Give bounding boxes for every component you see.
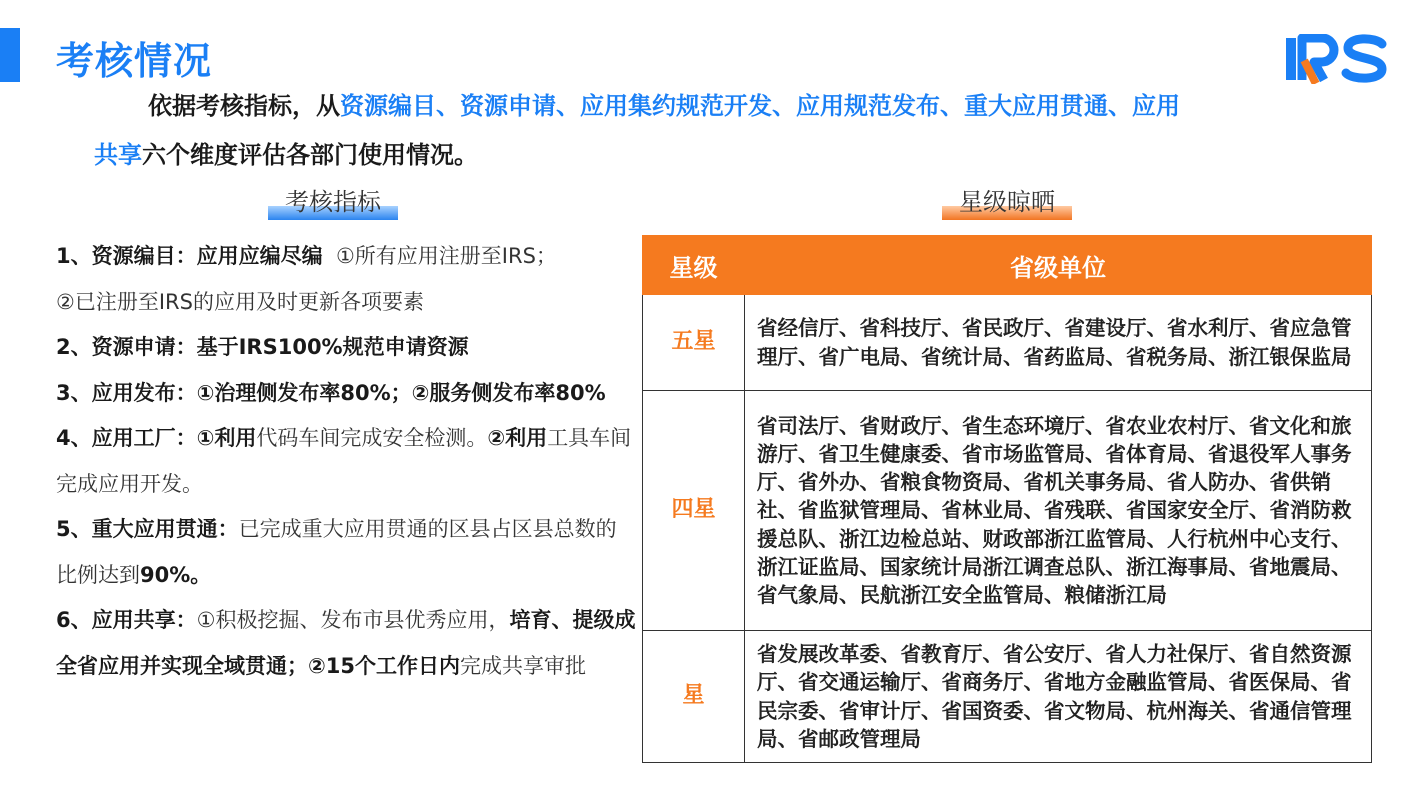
criterion-6-title: 6、应用共享： — [56, 608, 197, 632]
intro-line-1 — [94, 82, 1324, 131]
row-units-five: 省经信厅、省科技厅、省民政厅、省建设厅、省水利厅、省应急管理厅、省广电局、省统计局、省药监局、省税务局、浙江银保监局 — [745, 295, 1372, 391]
criterion-4-b1: ①利用 — [196, 426, 257, 450]
intro-prefix: 依据考核指标，从 — [148, 92, 340, 120]
intro-suffix: 六个维度评估各部门使用情况。 — [142, 141, 478, 169]
row-units-four: 省司法厅、省财政厅、省生态环境厅、省农业农村厅、省文化和旅游厅、省卫生健康委、省市场监管局、省体育局、省退役军人事务厅、省外办、省粮食物资局、省机关事务局、省人防办、省供销社、省监狱管理局、省林业局、省残联、省国家安全厅、省消防救援总队、浙江边检总站、财政部浙江监管局、人行杭州中心支行、浙江证监局、国家统计局浙江调查总队、浙江海事局、省地震局、省气象局、民航浙江安全监管局、粮储浙江局 — [745, 391, 1372, 631]
criterion-6-b1: 培育、提级成全省应用并实现全域贯通；②15个工作日内 — [56, 608, 636, 678]
intro-paragraph — [94, 82, 1324, 180]
criterion-2: 2、资源申请：基于IRS100%规范申请资源 — [56, 335, 469, 359]
criterion-5-n1: 已完成重大应用贯通的区县占区县总数的比例达到 — [56, 517, 617, 587]
star-rating-table — [642, 235, 1372, 763]
indicators-label-text: 考核指标 — [285, 188, 381, 216]
criterion-4-b2: ②利用 — [487, 426, 548, 450]
intro-dimensions: 资源编目、资源申请、应用集约规范开发、应用规范发布、重大应用贯通、应用 — [340, 92, 1180, 120]
criterion-1 — [56, 234, 636, 280]
row-level-five: 五星 — [643, 295, 745, 391]
criterion-1-title: 1、资源编目：应用应编尽编 — [56, 244, 323, 268]
criterion-4 — [56, 416, 636, 507]
title-accent-bar — [0, 28, 20, 82]
criterion-6 — [56, 598, 636, 689]
criterion-6-n2: 完成共享审批 — [460, 653, 587, 678]
page-title: 考核情况 — [56, 39, 213, 83]
table-row — [643, 295, 1372, 391]
indicators-section-label — [268, 184, 398, 220]
row-level-four: 四星 — [643, 391, 745, 631]
table-row — [643, 391, 1372, 631]
stars-section-label — [942, 184, 1072, 220]
irs-logo — [1284, 34, 1388, 84]
criterion-5 — [56, 507, 636, 598]
criterion-5-title: 5、重大应用贯通： — [56, 517, 239, 541]
intro-line-2 — [94, 131, 1324, 180]
table-row — [643, 631, 1372, 763]
row-units-one: 省发展改革委、省教育厅、省公安厅、省人力社保厅、省自然资源厅、省交通运输厅、省商务厅、省地方金融监管局、省医保局、省民宗委、省审计厅、省国资委、省文物局、杭州海关、省通信管理局、省邮政管理局 — [745, 631, 1372, 763]
criterion-4-title: 4、应用工厂： — [56, 426, 197, 450]
criterion-3: 3、应用发布：①治理侧发布率80%；②服务侧发布率80% — [56, 380, 606, 405]
criterion-6-n1: ①积极挖掘、发布市县优秀应用， — [196, 608, 510, 632]
header-level: 星级 — [643, 236, 745, 295]
row-level-one: 星 — [643, 631, 745, 763]
irs-logo-icon — [1284, 34, 1388, 84]
criterion-1-detail-2: ②已注册至IRS的应用及时更新各项要素 — [56, 289, 424, 314]
criterion-1-detail-1: ①所有应用注册至IRS； — [335, 244, 557, 268]
intro-dimensions-cont: 共享 — [94, 141, 142, 169]
criteria-list — [56, 234, 636, 689]
criterion-1-cont — [56, 280, 636, 326]
criterion-5-b1: 90%。 — [140, 562, 212, 587]
header-units: 省级单位 — [745, 236, 1372, 295]
stars-label-text: 星级晾晒 — [959, 188, 1055, 216]
criterion-4-n2: 工具车间完成应用开发。 — [56, 426, 632, 496]
criterion-4-n1: 代码车间完成安全检测。 — [256, 426, 488, 450]
table-header-row — [643, 236, 1372, 295]
